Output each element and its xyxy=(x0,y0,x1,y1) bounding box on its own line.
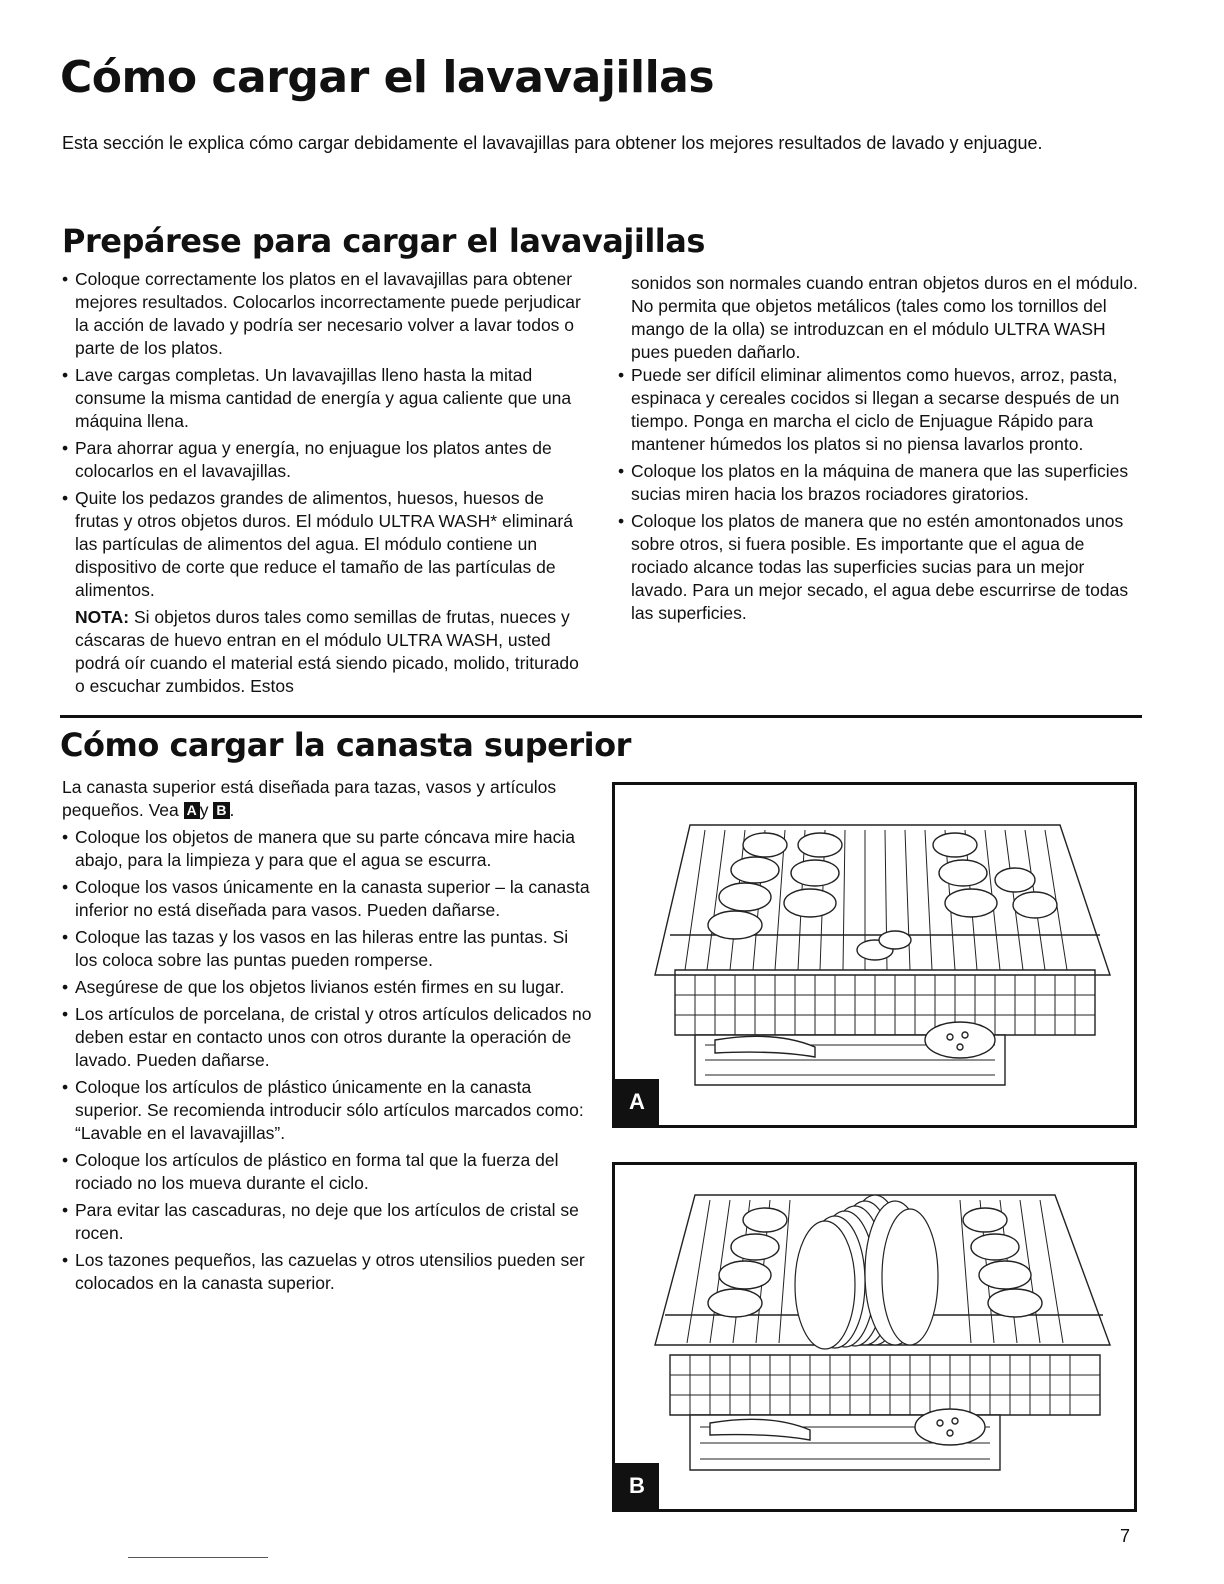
page-number: 7 xyxy=(1120,1526,1131,1546)
rack-illustration-a xyxy=(615,785,1134,1125)
list-item: • Coloque los platos en la máquina de manera que las superficies sucias miren hacia los brazos rociadores giratorios. xyxy=(618,460,1143,506)
footer-divider xyxy=(128,1557,268,1558)
figure-label-a: A xyxy=(615,1079,659,1125)
note-label: NOTA: xyxy=(75,607,130,627)
list-item: • Los tazones pequeños, las cazuelas y otros utensilios pueden ser colocados en la canasta superior. xyxy=(62,1249,592,1295)
note-text: Si objetos duros tales como semillas de frutas, nueces y cáscaras de huevo entran en el módulo ULTRA WASH, usted podrá oír cuando el material está siendo picado, molido, triturado o escuchar zumbidos. Estos xyxy=(75,607,579,696)
list-item: • Coloque los artículos de plástico en forma tal que la fuerza del rociado no los mueva durante el ciclo. xyxy=(62,1149,592,1195)
note-continuation: sonidos son normales cuando entran objetos duros en el módulo. No permita que objetos metálicos (tales como los tornillos del mango de la olla) se introduzcan en el módulo ULTRA WASH pues pueden dañarlo. xyxy=(631,273,1138,362)
list-item: • Coloque los platos de manera que no estén amontonados unos sobre otros, si fuera posible. Es importante que el agua de rociado alcance todas las superficies sucias para un mejor lavado. Para un mejor secado, el agua debe escurrirse de todas las superficies. xyxy=(618,510,1143,625)
upper-intro-end: . xyxy=(229,800,235,820)
upper-intro-text: La canasta superior está diseñada para tazas, vasos y artículos pequeños. Vea xyxy=(62,777,557,820)
list-item: • Coloque los vasos únicamente en la canasta superior – la canasta inferior no está diseñada para vasos. Pueden dañarse. xyxy=(62,876,592,922)
section-title-prepare: Prepárese para cargar el lavavajillas xyxy=(62,222,705,260)
section-title-upper: Cómo cargar la canasta superior xyxy=(60,726,631,764)
list-item: • Asegúrese de que los objetos livianos estén firmes en su lugar. xyxy=(62,976,592,999)
list-item: • Coloque los objetos de manera que su parte cóncava mire hacia abajo, para la limpieza y para que el agua se escurra. xyxy=(62,826,592,872)
figure-ref-a: A xyxy=(184,802,200,819)
list-item: • Coloque las tazas y los vasos en las hileras entre las puntas. Si los coloca sobre las puntas pueden romperse. xyxy=(62,926,592,972)
figure-b-upper-rack-dishes xyxy=(612,1162,1137,1512)
upper-intro xyxy=(62,776,592,822)
note-paragraph xyxy=(62,606,592,698)
list-item: • Para evitar las cascaduras, no deje que los artículos de cristal se rocen. xyxy=(62,1199,592,1245)
upper-intro-and: y xyxy=(199,800,214,820)
figure-a-upper-rack-cups xyxy=(612,782,1137,1128)
rack-illustration-b xyxy=(615,1165,1134,1509)
list-item: • Quite los pedazos grandes de alimentos, huesos, huesos de frutas y otros objetos duros. El módulo ULTRA WASH* eliminará las partículas de alimentos del agua. El módulo contiene un dispositivo de corte que reduce el tamaño de las partículas de alimentos. xyxy=(62,487,592,602)
prepare-right-column xyxy=(618,272,1143,629)
list-item: • Coloque los artículos de plástico únicamente en la canasta superior. Se recomienda introducir sólo artículos marcados como: “Lavable en el lavavajillas”. xyxy=(62,1076,592,1145)
intro-paragraph: Esta sección le explica cómo cargar debidamente el lavavajillas para obtener los mejores resultados de lavado y enjuague. xyxy=(62,133,1043,153)
figure-label-b: B xyxy=(615,1463,659,1509)
list-item: • Puede ser difícil eliminar alimentos como huevos, arroz, pasta, espinaca y cereales cocidos si llegan a secarse después de un tiempo. Ponga en marcha el ciclo de Enjuague Rápido para mantener húmedos los platos si no piensa lavarlos pronto. xyxy=(618,364,1143,456)
list-item: • Los artículos de porcelana, de cristal y otros artículos delicados no deben estar en contacto unos con otros durante la operación de lavado. Pueden dañarse. xyxy=(62,1003,592,1072)
prepare-left-list xyxy=(62,268,592,602)
prepare-right-list xyxy=(618,364,1143,625)
page-title: Cómo cargar el lavavajillas xyxy=(60,52,715,103)
figure-ref-b: B xyxy=(213,802,229,819)
prepare-left-column xyxy=(62,268,592,698)
list-item: • Para ahorrar agua y energía, no enjuague los platos antes de colocarlos en el lavavajillas. xyxy=(62,437,592,483)
upper-list xyxy=(62,826,592,1295)
list-item: • Coloque correctamente los platos en el lavavajillas para obtener mejores resultados. Colocarlos incorrectamente puede perjudicar la acción de lavado y podría ser necesario volver a lavar todos o parte de los platos. xyxy=(62,268,592,360)
section-divider xyxy=(60,715,1142,718)
list-item: • Lave cargas completas. Un lavavajillas lleno hasta la mitad consume la misma cantidad de energía y agua caliente que una máquina llena. xyxy=(62,364,592,433)
upper-text-column xyxy=(62,776,592,1299)
